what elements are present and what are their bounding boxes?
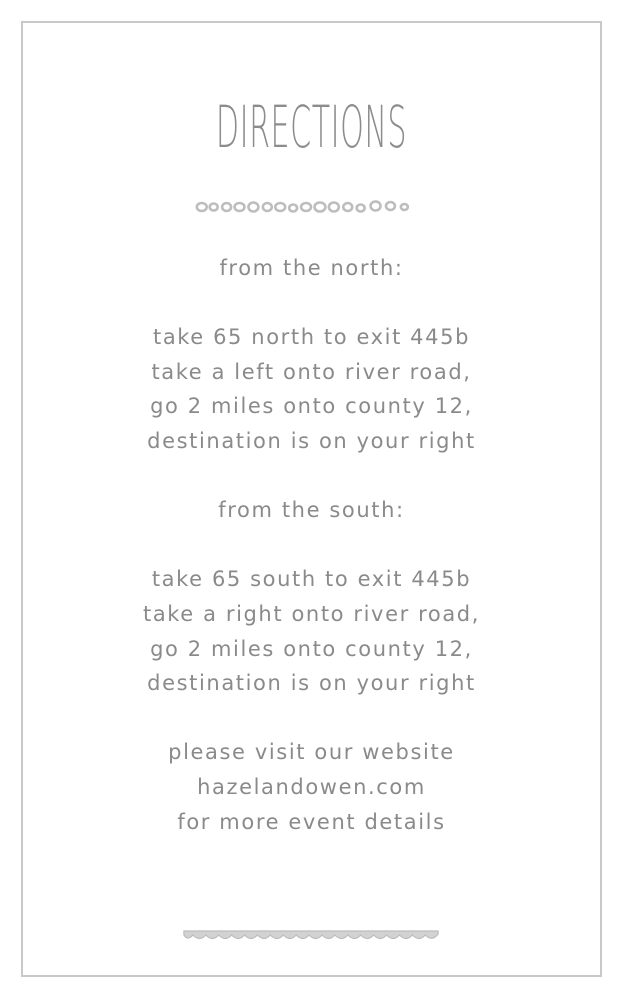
scalloped-border-ornament — [23, 927, 600, 945]
south-line: go 2 miles onto county 12, — [150, 636, 473, 661]
directions-text — [23, 251, 600, 839]
card-title: DIRECTIONS — [215, 93, 408, 161]
north-line: go 2 miles onto county 12, — [150, 394, 473, 419]
north-line: take 65 north to exit 445b — [152, 325, 470, 350]
south-heading: from the south: — [218, 498, 405, 523]
footer-line: for more event details — [177, 809, 446, 834]
footer-line: please visit our website — [168, 740, 455, 765]
north-heading: from the north: — [219, 256, 404, 280]
website-text: hazelandowen.com — [197, 774, 426, 799]
north-line: destination is on your right — [147, 428, 476, 453]
south-line: take a right onto river road, — [142, 601, 480, 626]
south-line: destination is on your right — [147, 671, 476, 696]
north-line: take a left onto river road, — [151, 359, 472, 384]
south-line: take 65 south to exit 445b — [151, 567, 472, 592]
directions-card — [21, 21, 602, 977]
dotted-divider-ornament — [23, 197, 600, 217]
